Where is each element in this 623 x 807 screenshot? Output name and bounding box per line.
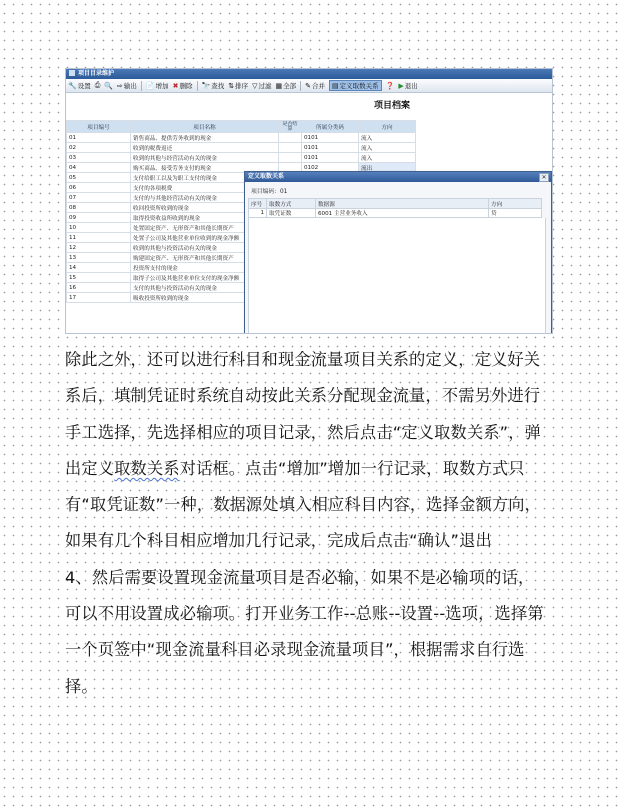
- category-code-cell[interactable]: 0101: [302, 143, 359, 153]
- table-header-row: [67, 121, 416, 133]
- project-code-cell[interactable]: 16: [67, 283, 131, 293]
- column-header[interactable]: 是否结算: [279, 121, 302, 133]
- toolbar-separator: [141, 81, 142, 91]
- toolbar-separator: [197, 81, 198, 91]
- direction-cell[interactable]: 流出: [359, 163, 416, 173]
- delete-icon: ✖: [172, 81, 179, 90]
- table-row[interactable]: [67, 143, 416, 153]
- table-row[interactable]: [67, 133, 416, 143]
- project-code-cell[interactable]: 14: [67, 263, 131, 273]
- project-code-cell[interactable]: 09: [67, 213, 131, 223]
- project-name-cell[interactable]: 支付的各项税费: [131, 183, 279, 193]
- window-title: 项目目录维护: [78, 70, 115, 77]
- project-name-cell[interactable]: 取得投资收益所收到的现金: [131, 213, 279, 223]
- define-relation-dialog: [244, 171, 552, 334]
- column-header[interactable]: 项目名称: [131, 121, 279, 133]
- dialog-titlebar: [245, 172, 551, 182]
- settle-flag-cell[interactable]: [279, 143, 302, 153]
- project-code-label: 项目编码：01: [251, 189, 288, 195]
- data-source-cell[interactable]: 6001 主营业务收入: [316, 209, 489, 218]
- paragraph: 4、然后需要设置现金流量项目是否必输，如果不是必输项的话，可以不用设置成必输项。打开业务工作--总账--设置--选项，选择第一个页签中“现金流量科目必录现金流量项目”，根据需求自行选择。: [65, 567, 544, 696]
- sort-icon: ⇅: [228, 81, 235, 90]
- relation-table-empty-area: [248, 218, 546, 334]
- project-name-cell[interactable]: 收到的税费返还: [131, 143, 279, 153]
- project-code-cell[interactable]: 05: [67, 173, 131, 183]
- column-header[interactable]: 方向: [489, 199, 542, 209]
- find-icon: 🔭: [201, 81, 211, 90]
- project-code-cell[interactable]: 17: [67, 293, 131, 303]
- define-relation-button[interactable]: ▤ 定义取数关系: [329, 80, 382, 91]
- project-code-cell[interactable]: 06: [67, 183, 131, 193]
- table-row[interactable]: [249, 209, 542, 218]
- exit-icon: ▶: [398, 81, 404, 90]
- project-name-cell[interactable]: 处置固定资产、无形资产和其他长期资产: [131, 223, 279, 233]
- category-code-cell[interactable]: 0101: [302, 133, 359, 143]
- paragraph: 除此之外，还可以进行科目和现金流量项目关系的定义，定义好关系后，填制凭证时系统自动按此关系分配现金流量，不需另外进行手工选择，先选择相应的项目记录，然后点击“定义取数关系”，弹出定义取数关系对话框。点击“增加”增加一行记录，取数方式只有“取凭证数”一种，数据源处填入相应科目内容，选择金额方向，如果有几个科目相应增加几行记录，完成后点击“确认”退出: [65, 350, 542, 551]
- export-icon: ⇨: [117, 81, 123, 90]
- settle-flag-cell[interactable]: [279, 133, 302, 143]
- column-header[interactable]: 方向: [359, 121, 416, 133]
- category-code-cell[interactable]: 0101: [302, 153, 359, 163]
- filter-button[interactable]: ▽ 过滤: [252, 81, 272, 90]
- project-code-cell[interactable]: 13: [67, 253, 131, 263]
- direction-cell[interactable]: 流入: [359, 153, 416, 163]
- preview-icon: 🔍: [104, 81, 114, 90]
- project-code-cell[interactable]: 02: [67, 143, 131, 153]
- app-icon: [69, 70, 75, 76]
- category-code-cell[interactable]: 0102: [302, 163, 359, 173]
- relation-table: [248, 198, 542, 218]
- print-button[interactable]: [95, 81, 101, 90]
- project-name-cell[interactable]: 取得子公司及其他营业单位支付的现金净额: [131, 273, 279, 283]
- settle-flag-cell[interactable]: [279, 153, 302, 163]
- add-button[interactable]: 📄 增加: [145, 81, 169, 90]
- project-name-cell[interactable]: 处置子公司及其他营业单位收到的现金净额: [131, 233, 279, 243]
- column-header[interactable]: 取数方式: [267, 199, 316, 209]
- fetch-method-cell[interactable]: 取凭证数: [267, 209, 316, 218]
- column-header[interactable]: 序号: [249, 199, 267, 209]
- direction-cell[interactable]: 流入: [359, 133, 416, 143]
- project-name-cell[interactable]: 支付的其他与投资活动有关的现金: [131, 283, 279, 293]
- project-code-cell[interactable]: 11: [67, 233, 131, 243]
- article-body: [65, 342, 545, 705]
- project-name-cell[interactable]: 收到的其他与投资活动有关的现金: [131, 243, 279, 253]
- direction-cell[interactable]: 流入: [359, 143, 416, 153]
- export-button[interactable]: ⇨ 输出: [117, 81, 137, 90]
- row-index: 1: [249, 209, 267, 218]
- close-button[interactable]: ✕: [539, 173, 549, 182]
- column-header[interactable]: 数据源: [316, 199, 489, 209]
- window-titlebar: [66, 69, 552, 79]
- dialog-title: 定义取数关系: [248, 173, 285, 180]
- project-code-cell[interactable]: 15: [67, 273, 131, 283]
- all-icon: ▦: [275, 81, 283, 90]
- settings-button[interactable]: 🔧 设置: [68, 81, 91, 90]
- merge-icon: ✎: [305, 81, 311, 90]
- spell-check-underline: 取数关系: [114, 458, 180, 478]
- project-code-cell[interactable]: 12: [67, 243, 131, 253]
- project-code-cell[interactable]: 04: [67, 163, 131, 173]
- project-name-cell[interactable]: 购建固定资产、无形资产和其他长期资产: [131, 253, 279, 263]
- column-header[interactable]: 项目编号: [67, 121, 131, 133]
- sort-button[interactable]: ⇅ 排序: [228, 81, 249, 90]
- toolbar-separator: [300, 81, 301, 91]
- project-code-cell[interactable]: 10: [67, 223, 131, 233]
- print-icon: ⎙: [94, 81, 101, 89]
- project-code-cell[interactable]: 01: [67, 133, 131, 143]
- settings-icon: 🔧: [68, 81, 77, 90]
- project-name-cell[interactable]: 支付的与其他经营活动有关的现金: [131, 193, 279, 203]
- project-name-cell[interactable]: 吸收投资所收到的现金: [131, 293, 279, 303]
- project-code-cell[interactable]: 07: [67, 193, 131, 203]
- table-row[interactable]: [67, 153, 416, 163]
- project-name-cell[interactable]: 销售商品、提供劳务收到的现金: [131, 133, 279, 143]
- project-name-cell[interactable]: 收到的其他与经营活动有关的现金: [131, 153, 279, 163]
- merge-button[interactable]: ✎ 合并: [305, 81, 325, 90]
- delete-button[interactable]: ✖ 删除: [172, 81, 193, 90]
- direction-cell[interactable]: 贷: [489, 209, 542, 218]
- add-icon: 📄: [145, 81, 155, 90]
- project-name-cell[interactable]: 购买商品、接受劳务支付的现金: [131, 163, 279, 173]
- find-button[interactable]: 🔭 查找: [201, 81, 225, 90]
- toolbar: [66, 79, 552, 93]
- help-button[interactable]: [386, 82, 395, 90]
- project-code-cell[interactable]: 08: [67, 203, 131, 213]
- project-code-cell[interactable]: 03: [67, 153, 131, 163]
- preview-button[interactable]: [104, 82, 113, 90]
- project-name-cell[interactable]: 收回投资所收到的现金: [131, 203, 279, 213]
- project-name-cell[interactable]: 投资所支付的现金: [131, 263, 279, 273]
- page-header: [66, 93, 552, 113]
- filter-icon: ▽: [252, 81, 258, 90]
- exit-button[interactable]: ▶ 退出: [398, 81, 418, 90]
- define-icon: ▤: [332, 81, 339, 90]
- table-header-row: [249, 199, 542, 209]
- embedded-screenshot: [65, 68, 553, 334]
- column-header[interactable]: 所属分类码: [302, 121, 359, 133]
- page-title: 项目档案: [374, 101, 411, 111]
- project-name-cell[interactable]: 支付给职工以及为职工支付的现金: [131, 173, 279, 183]
- help-icon: ❓: [385, 81, 395, 90]
- all-button[interactable]: ▦ 全部: [275, 81, 297, 90]
